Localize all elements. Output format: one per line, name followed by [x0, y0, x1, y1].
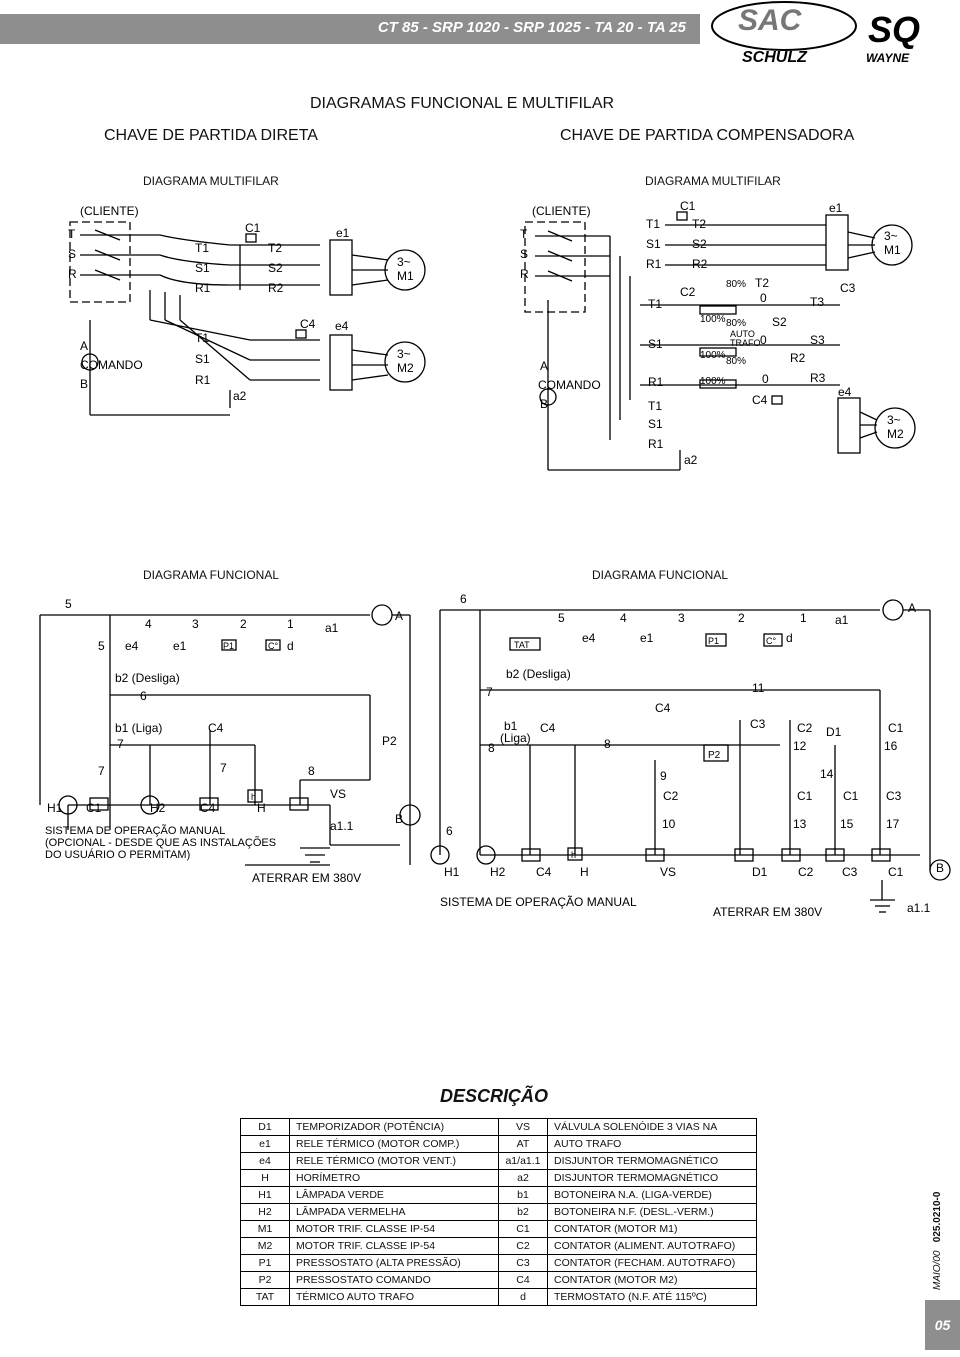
descricao-code: C1 [499, 1221, 548, 1238]
diagram-label: 3~ [397, 347, 411, 361]
diagram-label: TRAFO [730, 338, 761, 348]
diagram-label: e1 [336, 226, 350, 240]
right-multifilar-title: DIAGRAMA MULTIFILAR [645, 174, 781, 188]
diagram-label: ATERRAR EM 380V [713, 905, 823, 919]
diagram-label: 10 [662, 817, 676, 831]
diagram-label: h [571, 850, 577, 860]
descricao-text: RELE TÉRMICO (MOTOR VENT.) [290, 1153, 499, 1170]
diagram-label: A [395, 609, 404, 623]
diagram-label: B [395, 812, 404, 826]
diagram-label: T1 [648, 297, 663, 311]
diagram-label: 100% [700, 376, 726, 387]
descricao-text: CONTATOR (MOTOR M2) [548, 1272, 757, 1289]
diagram-label: C3 [750, 717, 766, 731]
descricao-text: MOTOR TRIF. CLASSE IP-54 [290, 1221, 499, 1238]
diagram-label: 7 [117, 737, 124, 751]
right-funcional-title: DIAGRAMA FUNCIONAL [592, 568, 729, 582]
diagram-label: R1 [195, 373, 211, 387]
diagram-label: e4 [335, 319, 349, 333]
descricao-row [241, 1153, 757, 1170]
descricao-code: a2 [499, 1170, 548, 1187]
descricao-code: e1 [241, 1136, 290, 1153]
diagram-label: M1 [397, 269, 414, 283]
descricao-code: C3 [499, 1255, 548, 1272]
descricao-text: LÂMPADA VERDE [290, 1187, 499, 1204]
diagram-label: 7 [486, 685, 493, 699]
diagram-label: a1 [835, 613, 849, 627]
diagram-label: e4 [125, 639, 139, 653]
descricao-table [240, 1118, 757, 1306]
diagram-label: T [68, 227, 76, 241]
diagram-label: T1 [646, 217, 661, 231]
logo-wayne-text: WAYNE [866, 51, 910, 65]
diagram-label: C1 [245, 221, 261, 235]
diagram-label: 6 [140, 689, 147, 703]
diagram-label: b1 (Liga) [115, 721, 163, 735]
sac-schulz-logo [712, 2, 856, 66]
diagram-label: SISTEMA DE OPERAÇÃO MANUAL [45, 825, 226, 837]
diagram-label: M2 [397, 361, 414, 375]
descricao-text: TEMPORIZADOR (POTÊNCIA) [290, 1119, 499, 1136]
diagram-label: 11 [752, 681, 765, 695]
right-funcional-labels [440, 592, 944, 919]
descricao-code: AT [499, 1136, 548, 1153]
diagram-label: 2 [240, 617, 247, 631]
descricao-code: P2 [241, 1272, 290, 1289]
diagram-label: 4 [620, 611, 627, 625]
diagram-label: B [540, 397, 549, 411]
logo-sac-text: SAC [738, 4, 802, 37]
diagram-label: S3 [810, 333, 825, 347]
diagram-label: P2 [708, 750, 721, 761]
diagram-label: 1 [287, 617, 294, 631]
descricao-code: M1 [241, 1221, 290, 1238]
diagram-label: b2 (Desliga) [115, 671, 180, 685]
diagram-label: S1 [648, 337, 663, 351]
descricao-row [241, 1187, 757, 1204]
descricao-row [241, 1136, 757, 1153]
diagram-label: C3 [886, 789, 902, 803]
descricao-row [241, 1289, 757, 1306]
descricao-code: C4 [499, 1272, 548, 1289]
diagram-label: 3~ [887, 413, 901, 427]
diagram-label: 100% [700, 350, 726, 361]
diagram-label: (Liga) [500, 731, 531, 745]
descricao-text: PRESSOSTATO COMANDO [290, 1272, 499, 1289]
diagram-label: D1 [752, 865, 768, 879]
right-multifilar-labels [520, 199, 904, 467]
diagram-label: C4 [300, 317, 316, 331]
descricao-row [241, 1238, 757, 1255]
diagram-label: 15 [840, 817, 854, 831]
right-multifilar-diagram [525, 212, 915, 470]
diagram-label: C3 [842, 865, 858, 879]
diagram-label: 100% [700, 314, 726, 325]
diagram-label: a1 [325, 621, 339, 635]
diagram-label: R [68, 267, 77, 281]
diagram-label: C1 [680, 199, 696, 213]
diagram-label: C4 [540, 721, 556, 735]
diagram-label: H1 [444, 865, 460, 879]
diagram-label: R2 [790, 351, 806, 365]
diagram-label: 3 [192, 617, 199, 631]
diagram-label: A [908, 601, 917, 615]
diagram-label: 3~ [884, 229, 898, 243]
logo-sq-text: SQ [868, 9, 921, 50]
descricao-text: CONTATOR (FECHAM. AUTOTRAFO) [548, 1255, 757, 1272]
diagram-label: 3~ [397, 255, 411, 269]
diagram-label: M2 [887, 427, 904, 441]
descricao-code: e4 [241, 1153, 290, 1170]
diagram-label: 12 [793, 739, 807, 753]
diagram-label: H2 [490, 865, 506, 879]
descricao-text: CONTATOR (ALIMENT. AUTOTRAFO) [548, 1238, 757, 1255]
diagram-label: b2 (Desliga) [506, 667, 571, 681]
diagram-label: 8 [488, 741, 495, 755]
diagram-label: C4 [752, 393, 768, 407]
diagram-label: 9 [660, 769, 667, 783]
diagram-label: (OPCIONAL - DESDE QUE AS INSTALAÇÕES [45, 837, 277, 849]
diagram-label: R1 [648, 437, 664, 451]
diagram-label: DO USUÁRIO O PERMITAM) [45, 849, 191, 861]
diagram-label: T1 [195, 241, 210, 255]
diagram-label: D1 [826, 725, 842, 739]
diagram-label: ATERRAR EM 380V [252, 871, 362, 885]
descricao-row [241, 1272, 757, 1289]
diagram-label: T3 [810, 295, 825, 309]
descricao-text: BOTONEIRA N.F. (DESL.-VERM.) [548, 1204, 757, 1221]
document-number: 025.0210-0 [932, 1191, 943, 1243]
descricao-text: VÁLVULA SOLENÓIDE 3 VIAS NA [548, 1119, 757, 1136]
descricao-code: TAT [241, 1289, 290, 1306]
descricao-code: P1 [241, 1255, 290, 1272]
diagram-label: R [520, 267, 529, 281]
descricao-text: AUTO TRAFO [548, 1136, 757, 1153]
descricao-row [241, 1119, 757, 1136]
sq-wayne-logo [866, 9, 920, 65]
diagram-label: 6 [460, 592, 467, 606]
descricao-code: D1 [241, 1119, 290, 1136]
diagram-label: R2 [692, 257, 708, 271]
diagram-label: C3 [840, 281, 856, 295]
descricao-text: MOTOR TRIF. CLASSE IP-54 [290, 1238, 499, 1255]
diagram-label: (CLIENTE) [80, 204, 139, 218]
diagram-label: 16 [884, 739, 898, 753]
diagram-label: S [68, 247, 77, 261]
diagram-label: T1 [195, 331, 210, 345]
left-funcional-labels [45, 597, 403, 885]
diagram-label: 14 [820, 767, 834, 781]
diagram-label: C1 [797, 789, 813, 803]
descricao-text: HORÍMETRO [290, 1170, 499, 1187]
diagram-label: 80% [726, 279, 747, 290]
diagram-label: e1 [173, 639, 187, 653]
diagram-label: C1 [888, 865, 904, 879]
diagram-label: AUTO [730, 329, 755, 339]
diagram-label: S [520, 247, 529, 261]
diagram-label: 13 [793, 817, 807, 831]
left-multifilar-labels [68, 204, 414, 403]
diagram-label: S2 [692, 237, 707, 251]
diagram-label: P1 [708, 636, 720, 646]
diagram-label: e1 [640, 631, 654, 645]
descricao-text: TÉRMICO AUTO TRAFO [290, 1289, 499, 1306]
diagram-label: SISTEMA DE OPERAÇÃO MANUAL [440, 895, 637, 909]
descricao-text: TERMOSTATO (N.F. ATÉ 115ºC) [548, 1289, 757, 1306]
descricao-row [241, 1170, 757, 1187]
diagram-label: a2 [684, 453, 698, 467]
diagram-label: e1 [829, 201, 843, 215]
diagram-label: 8 [308, 764, 315, 778]
diagram-label: TAT [514, 640, 530, 650]
diagram-label: M1 [884, 243, 901, 257]
diagram-label: S1 [195, 261, 210, 275]
diagram-label: T2 [692, 217, 707, 231]
descricao-code: a1/a1.1 [499, 1153, 548, 1170]
diagram-label: C1 [86, 801, 102, 815]
models-title: CT 85 - SRP 1020 - SRP 1025 - TA 20 - TA 25 [377, 19, 686, 36]
diagram-label: S2 [772, 315, 787, 329]
descricao-text: DISJUNTOR TERMOMAGNÉTICO [548, 1170, 757, 1187]
diagram-label: P2 [382, 734, 397, 748]
page-title: DIAGRAMAS FUNCIONAL E MULTIFILAR [310, 95, 615, 112]
diagram-label: C1 [888, 721, 904, 735]
descricao-text: CONTATOR (MOTOR M1) [548, 1221, 757, 1238]
diagram-label: H [257, 801, 266, 815]
diagram-label: 0 [760, 333, 767, 347]
diagram-label: a2 [233, 389, 247, 403]
diagram-label: VS [660, 865, 677, 879]
document-date: MAIO/00 [932, 1250, 943, 1290]
descricao-row [241, 1255, 757, 1272]
descricao-title: DESCRIÇÃO [440, 1086, 549, 1106]
diagram-label: COMANDO [80, 358, 143, 372]
diagram-label: C2 [680, 285, 696, 299]
descricao-row [241, 1204, 757, 1221]
diagram-label: S1 [648, 417, 663, 431]
diagram-label: 2 [738, 611, 745, 625]
diagram-label: R3 [810, 371, 826, 385]
diagram-label: C4 [200, 801, 216, 815]
diagram-label: 0 [760, 291, 767, 305]
diagram-label: C2 [797, 721, 813, 735]
left-multifilar-diagram [70, 222, 425, 415]
diagram-label: 5 [98, 639, 105, 653]
diagram-label: 0 [762, 372, 769, 386]
descricao-text: LÂMPADA VERMELHA [290, 1204, 499, 1221]
diagram-label: H2 [150, 801, 166, 815]
logo-schulz-text: SCHULZ [742, 49, 807, 66]
diagram-label: B [80, 377, 89, 391]
diagram-label: C2 [798, 865, 814, 879]
diagram-label: 7 [220, 761, 227, 775]
document-code [932, 1192, 943, 1290]
diagram-label: 1 [800, 611, 807, 625]
descricao-text: DISJUNTOR TERMOMAGNÉTICO [548, 1153, 757, 1170]
diagram-label: h [251, 792, 257, 802]
diagram-label: 80% [726, 356, 747, 367]
diagram-label: T2 [755, 276, 770, 290]
diagram-label: 80% [726, 318, 747, 329]
diagram-label: H [580, 865, 589, 879]
diagram-label: 5 [65, 597, 72, 611]
diagram-label: e4 [582, 631, 596, 645]
diagram-label: d [786, 631, 793, 645]
diagram-label: S2 [268, 261, 283, 275]
diagram-label: T2 [268, 241, 283, 255]
diagram-label: C4 [536, 865, 552, 879]
descricao-code: H [241, 1170, 290, 1187]
descricao-text: RELE TÉRMICO (MOTOR COMP.) [290, 1136, 499, 1153]
diagram-label: 8 [604, 737, 611, 751]
diagram-label: B [936, 861, 945, 875]
right-funcional-diagram [431, 600, 950, 912]
diagram-label: C2 [663, 789, 679, 803]
descricao-code: H1 [241, 1187, 290, 1204]
diagram-label: C4 [208, 721, 224, 735]
diagram-label: C1 [843, 789, 859, 803]
diagram-label: a1.1 [330, 819, 354, 833]
diagram-label: C4 [655, 701, 671, 715]
descricao-code: M2 [241, 1238, 290, 1255]
diagram-label: 7 [98, 764, 105, 778]
diagram-label: T1 [648, 399, 663, 413]
diagram-label: R1 [648, 375, 664, 389]
diagram-label: e4 [838, 385, 852, 399]
descricao-text: BOTONEIRA N.A. (LIGA-VERDE) [548, 1187, 757, 1204]
descricao-code: H2 [241, 1204, 290, 1221]
diagram-label: (CLIENTE) [532, 204, 591, 218]
descricao-text: PRESSOSTATO (ALTA PRESSÃO) [290, 1255, 499, 1272]
descricao-row [241, 1221, 757, 1238]
diagram-label: 5 [558, 611, 565, 625]
left-funcional-title: DIAGRAMA FUNCIONAL [143, 568, 280, 582]
diagram-label: 17 [886, 817, 900, 831]
diagram-label: S1 [195, 352, 210, 366]
diagram-label: R1 [195, 281, 211, 295]
diagram-label: S1 [646, 237, 661, 251]
diagram-label: C° [766, 636, 777, 646]
diagram-label: VS [330, 787, 347, 801]
diagram-label: R2 [268, 281, 284, 295]
diagram-label: b1 [504, 719, 518, 733]
diagram-label: 4 [145, 617, 152, 631]
diagram-label: 3 [678, 611, 685, 625]
left-heading: CHAVE DE PARTIDA DIRETA [104, 127, 318, 144]
descricao-code: C2 [499, 1238, 548, 1255]
descricao-code: b2 [499, 1204, 548, 1221]
descricao-code: d [499, 1289, 548, 1306]
descricao-code: b1 [499, 1187, 548, 1204]
diagram-label: 6 [446, 824, 453, 838]
page-number: 05 [925, 1300, 960, 1350]
diagram-label: d [287, 639, 294, 653]
descricao-code: VS [499, 1119, 548, 1136]
diagram-label: C° [268, 641, 279, 651]
diagram-label: R1 [646, 257, 662, 271]
right-heading: CHAVE DE PARTIDA COMPENSADORA [560, 127, 855, 144]
diagram-label: T [520, 227, 528, 241]
diagram-label: H1 [47, 801, 63, 815]
diagram-label: P1 [223, 641, 235, 651]
diagram-label: A [80, 339, 89, 353]
diagram-label: a1.1 [907, 901, 931, 915]
left-multifilar-title: DIAGRAMA MULTIFILAR [143, 174, 279, 188]
diagram-label: COMANDO [538, 378, 601, 392]
diagram-label: A [540, 359, 549, 373]
